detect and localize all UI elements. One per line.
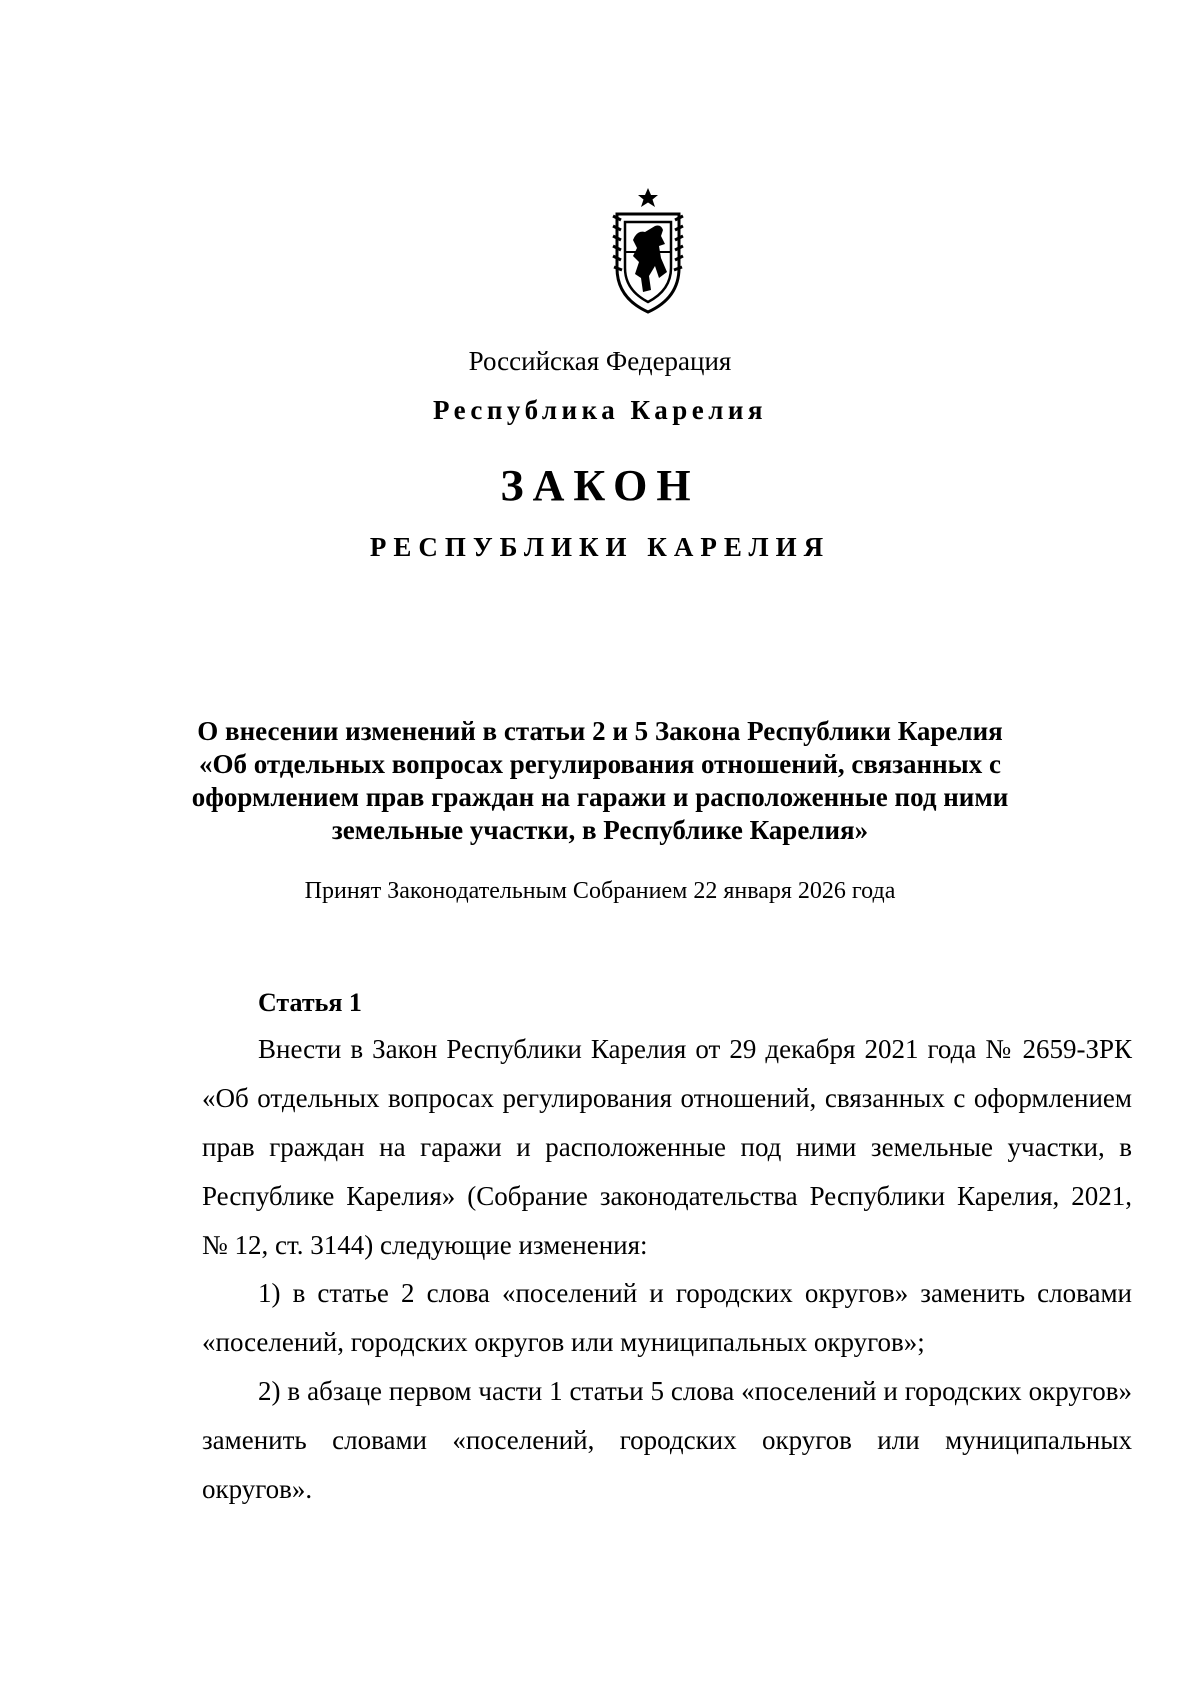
law-heading: ЗАКОН	[500, 461, 700, 510]
karelia-coat-of-arms-icon	[611, 186, 685, 314]
federation-line: Российская Федерация	[468, 346, 732, 376]
law-title-line: «Об отдельных вопросах регулирования отношений, связанных с	[199, 749, 1001, 779]
law-title	[160, 715, 1040, 847]
law-subheading: РЕСПУБЛИКИ КАРЕЛИЯ	[369, 532, 831, 562]
article-intro-paragraph: Внести в Закон Республики Карелия от 29 декабря 2021 года № 2659-ЗРК «Об отдельных вопросах регулирования отношений, связанных с оформлением прав граждан на гаражи и расположенные под ними земельные участки, в Республике Карелия» (Собрание законодательства Республики Карелия, 2021, № 12, ст. 3144) следующие изменения:	[202, 1034, 1132, 1260]
article-heading: Статья 1	[258, 988, 362, 1017]
law-title-line: земельные участки, в Республике Карелия»	[331, 815, 869, 845]
article-item-2: 2) в абзаце первом части 1 статьи 5 слова «поселений и городских округов» заменить словами «поселений, городских округов или муниципальных округов».	[202, 1376, 1132, 1504]
article-item-1: 1) в статье 2 слова «поселений и городских округов» заменить словами «поселений, городских округов или муниципальных округов»;	[202, 1278, 1132, 1357]
law-title-line: О внесении изменений в статьи 2 и 5 Закона Республики Карелия	[197, 716, 1003, 746]
republic-line: Республика Карелия	[432, 395, 768, 425]
law-title-line: оформлением прав граждан на гаражи и расположенные под ними	[191, 782, 1009, 812]
adoption-note: Принят Законодательным Собранием 22 января 2026 года	[304, 878, 896, 904]
